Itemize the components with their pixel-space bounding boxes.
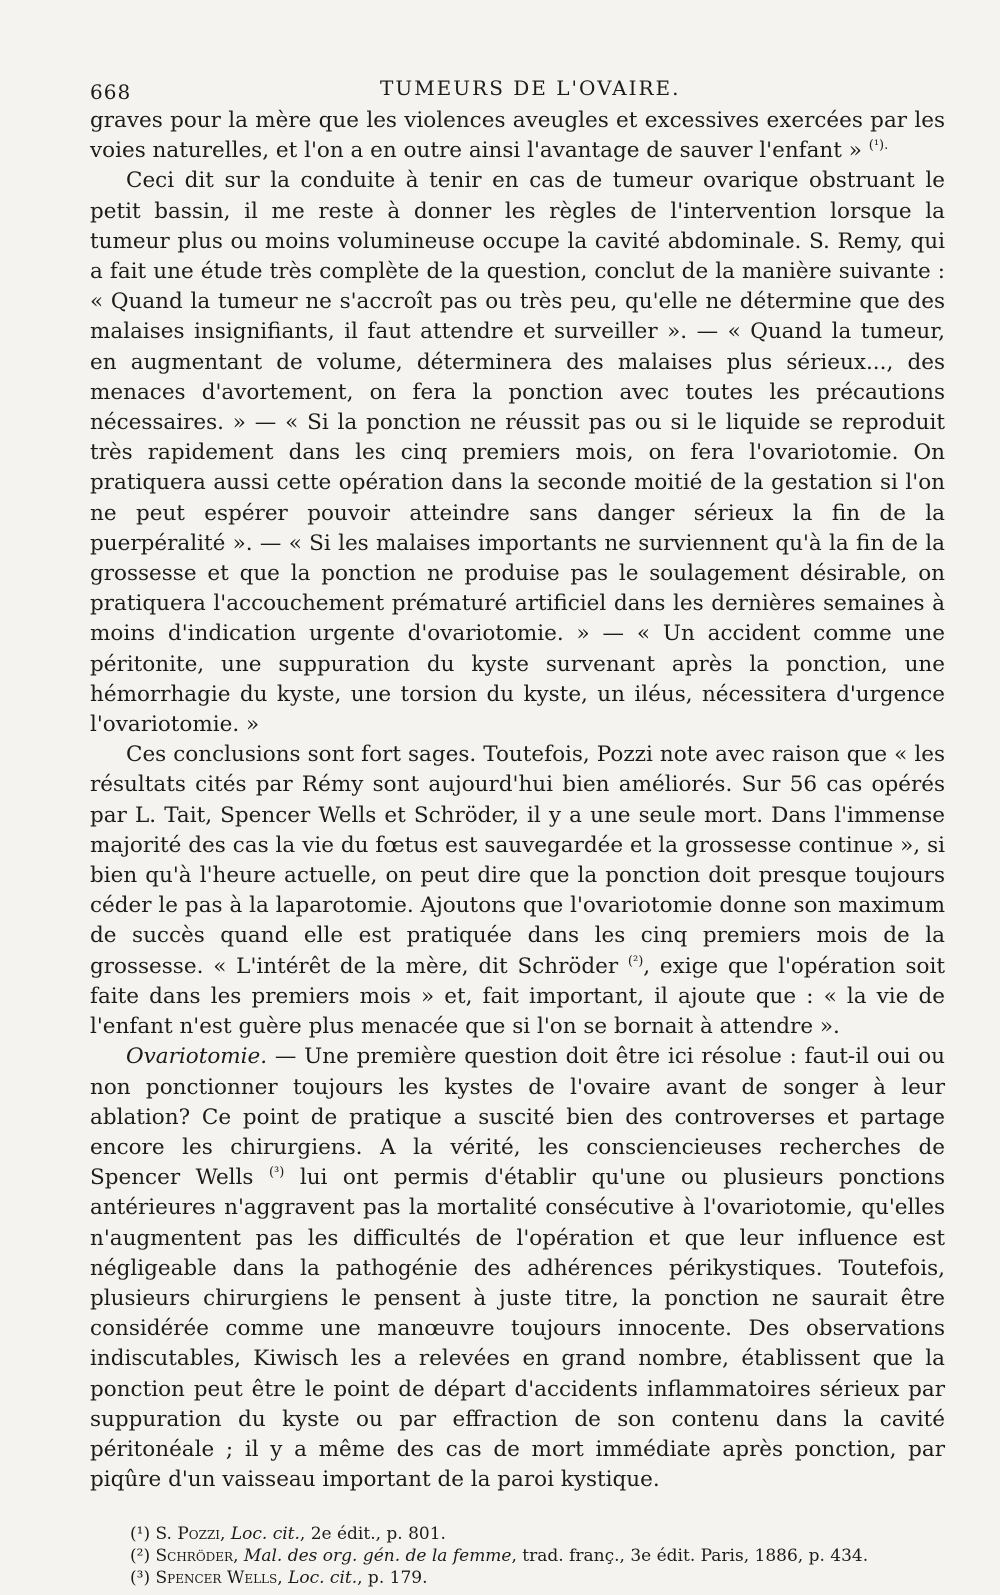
- section-heading: Ovariotomie.: [126, 1044, 268, 1070]
- footnote-marker: (¹): [130, 1524, 151, 1545]
- footnote-details: , 2e édit., p. 801.: [299, 1524, 446, 1545]
- running-head: [90, 70, 945, 106]
- paragraph: [90, 166, 945, 740]
- paragraph-text: , exige que l'opération soit faite dans les premiers mois » et, fait important, il ajoute que : « la vie de l'enfant n'est guère plus menacée que si l'on se bornait à attendre ».: [90, 953, 945, 1040]
- footnote-work: Loc. cit.: [230, 1524, 300, 1545]
- footnote-author: S. Pozzi: [155, 1524, 221, 1545]
- book-page: [90, 70, 945, 1589]
- paragraph-text: Ces conclusions sont fort sages. Toutefois, Pozzi note avec raison que « les résultats cités par Rémy sont aujourd'hui bien améliorés. Sur 56 cas opérés par L. Tait, Spencer Wells et Schröder, il y a une seule mort. Dans l'immense majorité des cas la vie du fœtus est sauvegardée et la grossesse continue », si bien qu'à l'heure actuelle, on peut dire que la ponction doit presque toujours céder le pas à la laparotomie. Ajoutons que l'ovariotomie donne son maximum de succès quand elle est pratiquée dans les cinq premiers mois de la grossesse. « L'intérêt de la mère, dit Schröder: [90, 742, 945, 979]
- paragraph: [90, 106, 945, 166]
- footnote-reference: (¹).: [868, 138, 889, 154]
- paragraph: [90, 1042, 945, 1495]
- footnote: (¹) S. Pozzi, Loc. cit., 2e édit., p. 801.: [130, 1524, 446, 1545]
- footnote-details: , p. 179.: [357, 1568, 428, 1589]
- paragraph-text: lui ont permis d'établir qu'une ou plusieurs ponctions antérieures n'aggravent pas la mortalité consécutive à l'ovariotomie, qu'elles n'augmentent pas les difficultés de l'opération et que leur influence est négligeable dans la pathogénie des adhérences périkystiques. Toutefois, plusieurs chirurgiens le pensent à juste titre, la ponction ne saurait être considérée comme une manœuvre toujours innocente. Des observations indiscutables, Kiwisch les a relevées en grand nombre, établissent que la ponction peut être le point de départ d'accidents inflammatoires sérieux par suppuration du kyste ou par effraction de son contenu dans la cavité péritonéale ; il y a même des cas de mort immédiate après ponction, par piqûre d'un vaisseau important de la paroi kystique.: [90, 1165, 945, 1493]
- footnote-details: , trad. franç., 3e édit. Paris, 1886, p. 434.: [511, 1546, 869, 1567]
- footnotes: [90, 1523, 945, 1589]
- footnote-marker: (²): [130, 1546, 151, 1567]
- paragraph: [90, 740, 945, 1042]
- body-text: [90, 106, 945, 1495]
- footnote-work: Mal. des org. gén. de la femme: [243, 1546, 512, 1567]
- footnote-work: Loc. cit.: [288, 1568, 358, 1589]
- footnote-marker: (³): [130, 1568, 151, 1589]
- footnote-author: Spencer Wells: [155, 1568, 278, 1589]
- paragraph-text: graves pour la mère que les violences aveugles et excessives exercées par les voies naturelles, et l'on a en outre ainsi l'avantage de sauver l'enfant »: [90, 108, 945, 164]
- running-title: TUMEURS DE L'OVAIRE.: [380, 76, 681, 100]
- footnote-author: Schröder: [155, 1546, 234, 1567]
- footnote: (³) Spencer Wells, Loc. cit., p. 179.: [130, 1568, 428, 1589]
- paragraph-text: Ceci dit sur la conduite à tenir en cas de tumeur ovarique obstruant le petit bassin, il me reste à donner les règles de l'intervention lorsque la tumeur plus ou moins volumineuse occupe la cavité abdominale. S. Remy, qui a fait une étude très complète de la question, conclut de la manière suivante : « Quand la tumeur ne s'accroît pas ou très peu, qu'elle ne détermine que des malaises insignifiants, il faut attendre et surveiller ». — « Quand la tumeur, en augmentant de volume, déterminera des malaises plus sérieux..., des menaces d'avortement, on fera la ponction avec toutes les précautions nécessaires. » — « Si la ponction ne réussit pas ou si le liquide se reproduit très rapidement dans les cinq premiers mois, on fera l'ovariotomie. On pratiquera aussi cette opération dans la seconde moitié de la gestation si l'on ne peut espérer pouvoir atteindre sans danger sérieux la fin de la puerpéralité ». — « Si les malaises importants ne surviennent qu'à la fin de la grossesse et que la ponction ne produise pas le soulagement désirable, on pratiquera l'accouchement prématuré artificiel dans les dernières semaines à moins d'indication urgente d'ovariotomie. » — « Un accident comme une péritonite, une suppuration du kyste survenant après la ponction, une hémorrhagie du kyste, une torsion du kyste, un iléus, nécessitera d'urgence l'ovariotomie. »: [90, 168, 945, 738]
- footnote-reference: (²): [627, 953, 644, 969]
- page-number: 668: [90, 80, 132, 104]
- footnote: (²) Schröder, Mal. des org. gén. de la femme, trad. franç., 3e édit. Paris, 1886, p. 434.: [130, 1546, 869, 1567]
- footnote-reference: (³): [268, 1164, 285, 1180]
- paragraph-text: — Une première question doit être ici résolue : faut-il oui ou non ponctionner toujours les kystes de l'ovaire avant de songer à leur ablation? Ce point de pratique a suscité bien des controverses et partage encore les chirurgiens. A la vérité, les consciencieuses recherches de Spencer Wells: [90, 1044, 945, 1191]
